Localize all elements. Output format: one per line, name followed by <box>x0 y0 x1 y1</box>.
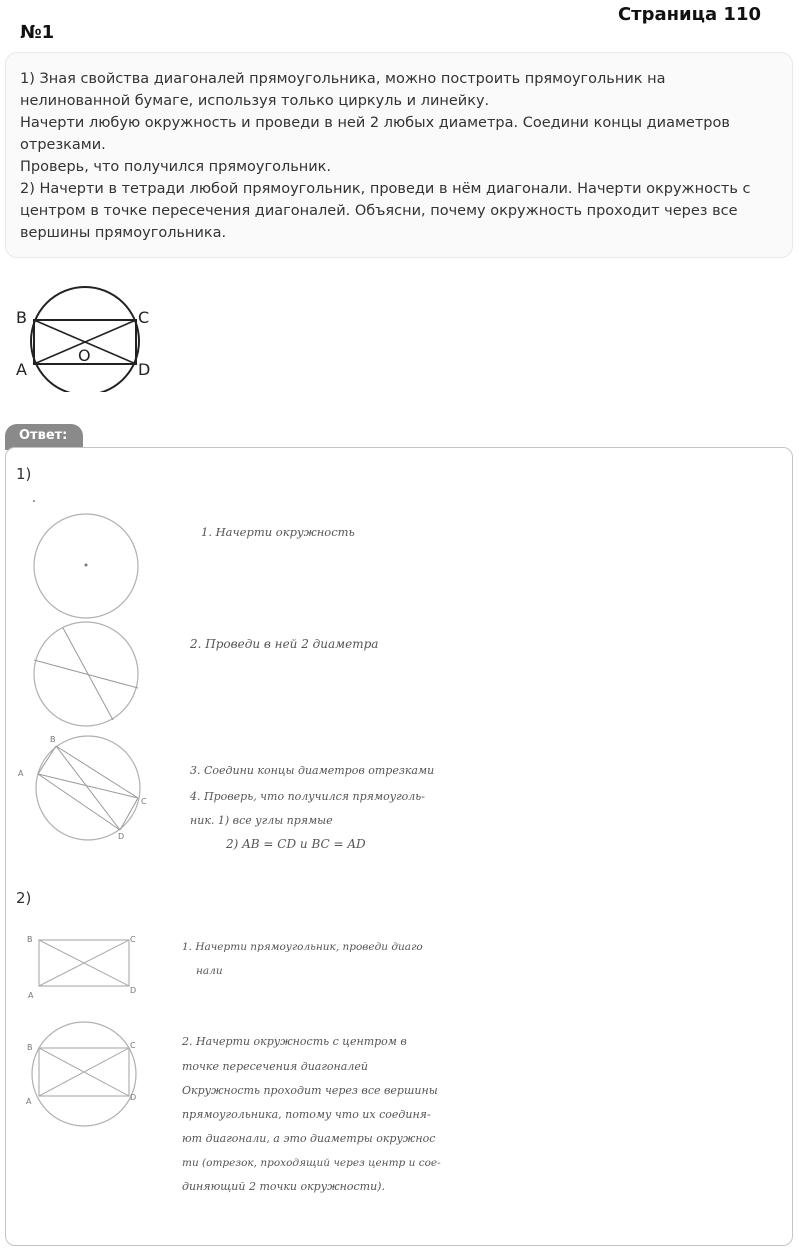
handwriting-part2-step2-line2: точке пересечения диагоналей <box>182 1060 368 1073</box>
sketch-label-b: B <box>50 735 56 744</box>
sketch-diameter-bd <box>56 746 120 830</box>
sketch2-label-a: A <box>28 991 34 1000</box>
handwriting-part2-step2-line4: прямоугольника, потому что их соединя- <box>182 1108 431 1121</box>
handwriting-step4-line2: ник. 1) все углы прямые <box>190 814 333 827</box>
handwriting-part2-step2-line1: 2. Начерти окружность с центром в <box>182 1035 407 1048</box>
task-paragraph: Проверь, что получился прямоугольник. <box>20 159 332 175</box>
sketch-diameter-2 <box>63 628 113 720</box>
handwriting-part2-step1-line1: 1. Начерти прямоугольник, проведи диаго <box>182 941 423 953</box>
sketch-side-da <box>38 774 120 830</box>
sketch-circle-4 <box>32 1022 136 1126</box>
task-statement <box>5 52 793 258</box>
sketch-diameter-ac <box>38 774 138 798</box>
answer-box <box>5 447 793 1246</box>
center-label-o: O <box>78 346 91 365</box>
sketch-stray-dot <box>33 500 35 502</box>
sketch-diameter-1 <box>34 660 138 688</box>
figure-circle <box>31 287 139 392</box>
handwriting-step3: 3. Соедини концы диаметров отрезками <box>190 764 435 777</box>
handwriting-step4-line1: 4. Проверь, что получился прямоуголь- <box>190 790 425 803</box>
sketch3-label-c: C <box>130 1041 136 1050</box>
sketch3-label-d: D <box>130 1093 137 1102</box>
vertex-label-d: D <box>138 360 151 379</box>
task-paragraph: Начерти любую окружность и проведи в ней 2 любых диаметра. Соедини концы диаметров отрезками. <box>20 115 730 153</box>
sketch-side-ab <box>38 746 56 774</box>
page-number: Страница 110 <box>617 4 761 25</box>
sketch-center-dot <box>85 564 88 567</box>
sketch-side-bc <box>56 746 138 798</box>
answer-tab: Ответ: <box>5 424 83 450</box>
sketch-label-d: D <box>118 832 125 841</box>
sketch3-label-a: A <box>26 1097 32 1106</box>
handwriting-step1: 1. Начерти окружность <box>201 525 355 539</box>
handwriting-part2-step1-line2: нали <box>196 965 223 977</box>
vertex-label-b: B <box>16 308 27 327</box>
task-paragraph: 1) Зная свойства диагоналей прямоугольника, можно построить прямоугольник на нелинованной бумаге, используя только циркуль и линейку. <box>20 71 666 109</box>
rectangle-in-circle-figure <box>12 282 172 392</box>
sketch2-label-d: D <box>130 986 137 995</box>
sketch-label-c: C <box>141 797 147 806</box>
handwriting-part2-step2-line6: ти (отрезок, проходящий через центр и сое- <box>182 1157 441 1169</box>
task-number: №1 <box>20 22 55 43</box>
vertex-label-a: A <box>16 360 27 379</box>
sketch2-label-c: C <box>130 935 136 944</box>
vertex-label-c: C <box>138 308 150 327</box>
part2-label: 2) <box>16 889 32 907</box>
handwriting-step2: 2. Проведи в ней 2 диаметра <box>190 637 379 651</box>
sketch2-label-b: B <box>27 935 33 944</box>
sketch-label-a: A <box>18 769 24 778</box>
task-paragraph: 2) Начерти в тетради любой прямоугольник, проведи в нём диагонали. Начерти окружность с центром в точке пересечения диагоналей. Объясни, почему окружность проходит через все вершины прямоугольника. <box>20 181 751 241</box>
sketch-side-cd <box>120 798 138 830</box>
sketch3-label-b: B <box>27 1043 33 1052</box>
handwritten-solution <box>6 448 792 1245</box>
handwriting-part2-step2-line3: Окружность проходит через все вершины <box>182 1084 438 1097</box>
part1-label: 1) <box>16 465 32 483</box>
handwriting-part2-step2-line7: диняющий 2 точки окружности). <box>182 1180 385 1193</box>
handwriting-part2-step2-line5: ют диагонали, а это диаметры окружнос <box>182 1132 436 1145</box>
handwriting-step4-line3: 2) AB = CD и BC = AD <box>226 837 366 851</box>
